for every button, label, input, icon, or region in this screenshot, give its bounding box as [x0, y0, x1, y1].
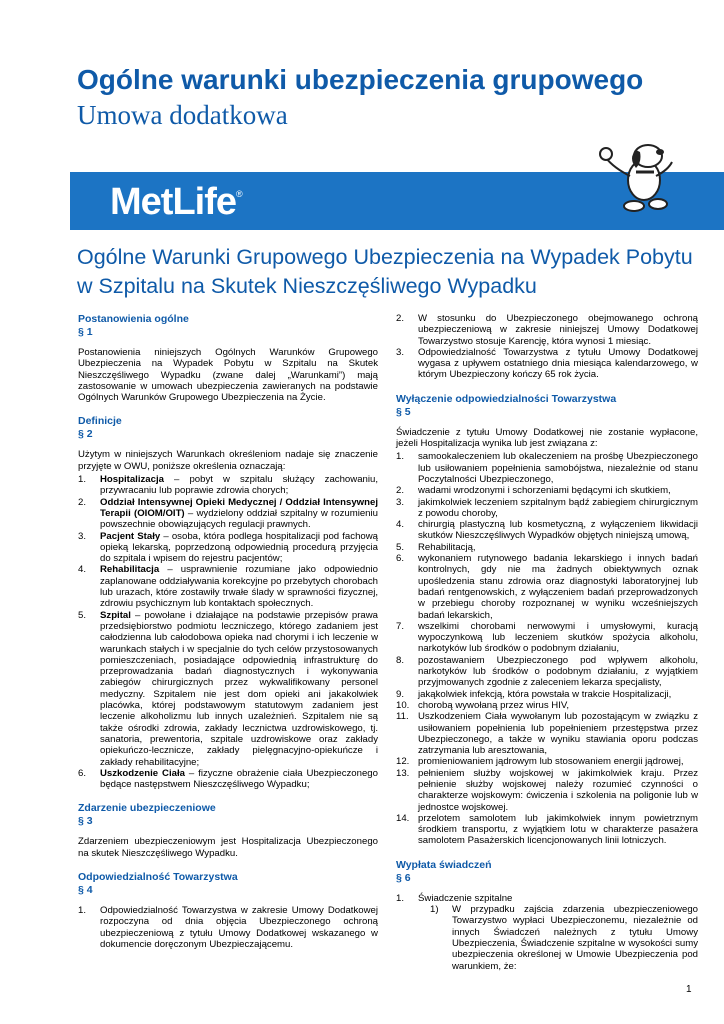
item-term: Rehabilitacja	[100, 564, 160, 576]
item-definition: – usprawnienie rozumiane jako odpowiednio zaplanowane oddziaływania korekcyjne po przebytych chorobach lub urazach, które zostawiły trwałe ślady w sprawności fizycznej, zdrowiu psychicznym lub kontaktach społecznych.	[100, 564, 378, 610]
list-item	[78, 474, 378, 497]
item-number: 2.	[396, 313, 405, 324]
sub-list-item	[430, 904, 698, 972]
list-item	[396, 497, 698, 520]
item-number: 3.	[78, 530, 87, 542]
section-heading: Wyłączenie odpowiedzialności Towarzystwa	[396, 392, 617, 405]
section-text: Postanowienia niniejszych Ogólnych Warunków Grupowego Ubezpieczenia na Wypadek Pobytu w Szpitalu na Skutek Nieszczęśliwego Wypadku (zwane dalej „Warunkami”) mają zastosowanie w umowach ubezpieczenia zawieranych na podstawie Ogólnych Warunków Grupowego Ubezpieczenia na Życie.	[78, 347, 378, 404]
item-definition: – pobyt w szpitalu służący zachowaniu, przywracaniu lub poprawie zdrowia chorych;	[100, 474, 378, 497]
section-number: § 1	[78, 326, 93, 338]
benefits-list	[396, 893, 698, 972]
item-number: 12.	[396, 756, 410, 768]
list-item	[396, 519, 698, 542]
item-number: 1)	[430, 904, 439, 916]
item-number: 8.	[396, 654, 405, 666]
item-definition: – fizyczne obrażenie ciała Ubezpieczonego będące następstwem Nieszczęśliwego Wypadku;	[100, 767, 378, 791]
section-number: § 6	[396, 871, 411, 884]
list-item	[396, 655, 698, 689]
list-item	[396, 813, 698, 847]
section-text: Zdarzeniem ubezpieczeniowym jest Hospitalizacja Ubezpieczonego na skutek Nieszczęśliwego Wypadku.	[78, 836, 378, 859]
list-item	[396, 756, 698, 767]
item-text: pełnieniem służby wojskowej w jakimkolwiek kraju. Przez pełnienie służby wojskowej należy rozumieć czynności o charakterze wojskowym: ćwiczenia i szkolenia na poligonie lub w jednostce wojskowej.	[418, 767, 698, 813]
item-text: Rehabilitacją,	[418, 541, 476, 553]
liability-list	[78, 905, 378, 950]
item-text: pozostawaniem Ubezpieczonego pod wpływem alkoholu, narkotyków lub środków o podobnym działaniu, z wyjątkiem przyjmowanych zgodnie z zaleceniem lekarza specjalisty,	[418, 654, 698, 689]
section-heading: Postanowienia ogólne	[78, 313, 189, 325]
item-number: 7.	[396, 620, 405, 632]
logo-text: MetLife	[110, 181, 236, 223]
item-text: W przypadku zajścia zdarzenia ubezpieczeniowego Towarzystwo wypłaci Ubezpieczonemu, niezależnie od innych Świadczeń należnych z tytułu Umowy Ubezpieczenia, Świadczenie szpitalne w wysokości sumy ubezpieczenia określonej w Umowie Ubezpieczenia pod warunkiem, że:	[452, 904, 698, 972]
list-item	[396, 485, 698, 496]
section-number: § 3	[78, 815, 93, 828]
list-item	[396, 451, 698, 485]
liability-list-continued	[396, 313, 698, 381]
list-item	[396, 700, 698, 711]
item-text: W stosunku do Ubezpieczonego obejmowanego ochroną ubezpieczeniową w zakresie niniejszej Umowy Dodatkowej Towarzystwo stosuje Karencję, która wynosi 1 miesiąc.	[418, 313, 698, 347]
metlife-logo	[110, 181, 243, 224]
section-heading: Definicje	[78, 415, 122, 428]
list-item	[396, 621, 698, 655]
item-definition: – powołane i działające na podstawie przepisów prawa przedsiębiorstwo podmiotu leczniczego, którego zadaniem jest całodzienna lub całodobowa opieka nad chorymi i ich leczenie w warunkach stałych i w specjalnie do tych celów przystosowanych pomieszczeniach, posiadające odpowiednią infrastrukturę do przeprowadzania badań diagnostycznych i wykonywania zabiegów chirurgicznych przez wykwalifikowany personel medyczny. Szpitalem nie jest dom opieki ani jakakolwiek placówka, której podstawowym statutowym zadaniem jest leczenie alkoholizmu lub innych uzależnień. Szpitalem nie są także ośrodki zdrowia, zakłady lecznictwa uzdrowiskowego, tj. sanatoria, prewentoria, szpitale uzdrowiskowe oraz zakłady opiekuńczo-lecznicze, zakłady pielęgnacyjno-opiekuńcze i zakłady rehabilitacyjne;	[100, 609, 378, 768]
snoopy-dancing-icon	[592, 128, 682, 218]
sub-list	[418, 904, 698, 972]
list-item	[396, 689, 698, 700]
item-number: 1.	[396, 451, 405, 463]
list-item	[78, 497, 378, 531]
item-term: Szpital	[100, 609, 131, 621]
item-text: chirurgią plastyczną lub kosmetyczną, z wyłączeniem likwidacji skutków Nieszczęśliwych Wypadków objętych niniejszą umową,	[418, 519, 698, 542]
list-item	[396, 893, 698, 972]
section-number: § 4	[78, 883, 93, 896]
list-item	[78, 610, 378, 768]
item-definition: – wydzielony oddział szpitalny w rozumieniu powszechnie obowiązujących regulacji prawnych.	[100, 507, 378, 531]
item-number: 4.	[396, 519, 405, 531]
list-item	[78, 768, 378, 791]
item-text: Odpowiedzialność Towarzystwa w zakresie Umowy Dodatkowej rozpoczyna od dnia objęcia Ubezpieczonego ochroną ubezpieczeniową z tytułu Umowy Dodatkowej wskazanego w dokumencie doręczonym Ubezpieczającemu.	[100, 904, 378, 950]
subtitle: Umowa dodatkowa	[77, 100, 288, 130]
item-number: 5.	[78, 609, 87, 621]
item-text: Uszkodzeniem Ciała wywołanym lub pozostającym w związku z usiłowaniem popełnienia lub popełnieniem przestępstwa przez Ubezpieczonego, a także w wyniku stawiania oporu podczas zatrzymania lub aresztowania,	[418, 711, 698, 757]
right-column	[396, 313, 698, 972]
item-number: 2.	[78, 496, 87, 508]
item-number: 5.	[396, 541, 405, 553]
item-text: Świadczenie szpitalne	[418, 892, 513, 904]
page-number: 1	[686, 984, 692, 995]
item-number: 10.	[396, 699, 410, 711]
list-item	[396, 347, 698, 381]
section-heading: Zdarzenie ubezpieczeniowe	[78, 802, 216, 815]
item-text: wszelkimi chorobami nerwowymi i umysłowymi, kuracją wypoczynkową lub leczeniem skutków spożycia alkoholu, narkotyków lub środków o podobnym działaniu,	[418, 620, 698, 655]
section-intro: Użytym w niniejszych Warunkach określeniom nadaje się znaczenie przyjęte w OWU, poniższe określenia oznaczają:	[78, 449, 378, 472]
list-item	[78, 531, 378, 565]
item-text: jakimkolwiek leczeniem szpitalnym bądź zabiegiem chirurgicznym z powodu choroby,	[418, 496, 698, 519]
item-number: 9.	[396, 688, 405, 700]
item-number: 1.	[78, 904, 87, 916]
list-item	[396, 711, 698, 756]
item-text: wykonaniem rutynowego badania lekarskiego i innych badań kontrolnych, gdy nie ma żadnych obiektywnych oznak upośledzenia stanu zdrowia oraz diagnostyki laboratoryjnej lub badań rentgenowskich, z wyłączeniem badań przeprowadzonych w przebiegu choroby rozpoznanej w wyniku wcześniejszych badań lekarskich,	[418, 553, 698, 621]
item-number: 3.	[396, 346, 405, 358]
item-number: 13.	[396, 767, 410, 779]
section-intro: Świadczenie z tytułu Umowy Dodatkowej nie zostanie wypłacone, jeżeli Hospitalizacja wynika lub jest związana z:	[396, 426, 698, 450]
list-item	[396, 768, 698, 813]
item-text: samookaleczeniem lub okaleczeniem na prośbę Ubezpieczonego lub usiłowaniem popełnienia samobójstwa, niezależnie od stanu Poczytalności Ubezpieczonego,	[418, 451, 698, 485]
item-number: 1.	[396, 892, 405, 904]
item-text: Odpowiedzialność Towarzystwa z tytułu Umowy Dodatkowej wygasa z upływem ostatniego dnia miesiąca kalendarzowego, w którym Ubezpieczony kończy 65 rok życia.	[418, 346, 698, 381]
document-title: Ogólne Warunki Grupowego Ubezpieczenia na Wypadek Pobytu w Szpitalu na Skutek Nieszczęśliwego Wypadku	[77, 245, 693, 298]
item-term: Uszkodzenie Ciała	[100, 767, 185, 779]
item-number: 11.	[396, 711, 409, 723]
list-item	[78, 905, 378, 950]
left-column	[78, 313, 378, 950]
item-term: Pacjent Stały	[100, 530, 161, 542]
item-definition: – osoba, która podlega hospitalizacji pod fachową opieką lekarską, poprzedzoną odpowiednią procedurą przyjęcia do szpitala i wpisem do rejestru pacjentów;	[100, 530, 378, 565]
item-term: Hospitalizacja	[100, 474, 164, 486]
item-text: jakąkolwiek infekcją, która powstała w trakcie Hospitalizacji,	[418, 688, 672, 700]
item-text: chorobą wywołaną przez wirus HIV,	[418, 699, 570, 711]
list-item	[396, 553, 698, 621]
item-text: przelotem samolotem lub jakimkolwiek innym powietrznym środkiem transportu, z wyjątkiem lotu w charakterze pasażera samolotem Pasażerskich licencjonowanych linii lotniczych.	[418, 812, 698, 847]
list-item	[78, 564, 378, 609]
registered-mark: ®	[236, 189, 243, 199]
item-number: 14.	[396, 812, 410, 824]
list-item	[396, 313, 698, 347]
section-heading: Wypłata świadczeń	[396, 858, 492, 871]
section-number: § 5	[396, 405, 411, 418]
item-number: 6.	[396, 553, 405, 565]
section-number: § 2	[78, 428, 93, 441]
item-term: Oddział Intensywnej Opieki Medycznej / Oddział Intensywnej Terapii (OIOM/OIT)	[100, 496, 378, 519]
section-heading: Odpowiedzialność Towarzystwa	[78, 870, 238, 883]
item-text: wadami wrodzonymi i schorzeniami będącymi ich skutkiem,	[418, 485, 671, 497]
item-number: 2.	[396, 485, 405, 497]
exclusions-list	[396, 451, 698, 846]
item-number: 6.	[78, 767, 87, 779]
item-number: 1.	[78, 474, 87, 486]
item-number: 4.	[78, 564, 87, 576]
main-title: Ogólne warunki ubezpieczenia grupowego	[77, 64, 644, 95]
item-number: 3.	[396, 496, 405, 508]
definitions-list	[78, 474, 378, 790]
list-item	[396, 542, 698, 553]
item-text: promieniowaniem jądrowym lub stosowaniem energii jądrowej,	[418, 756, 684, 768]
